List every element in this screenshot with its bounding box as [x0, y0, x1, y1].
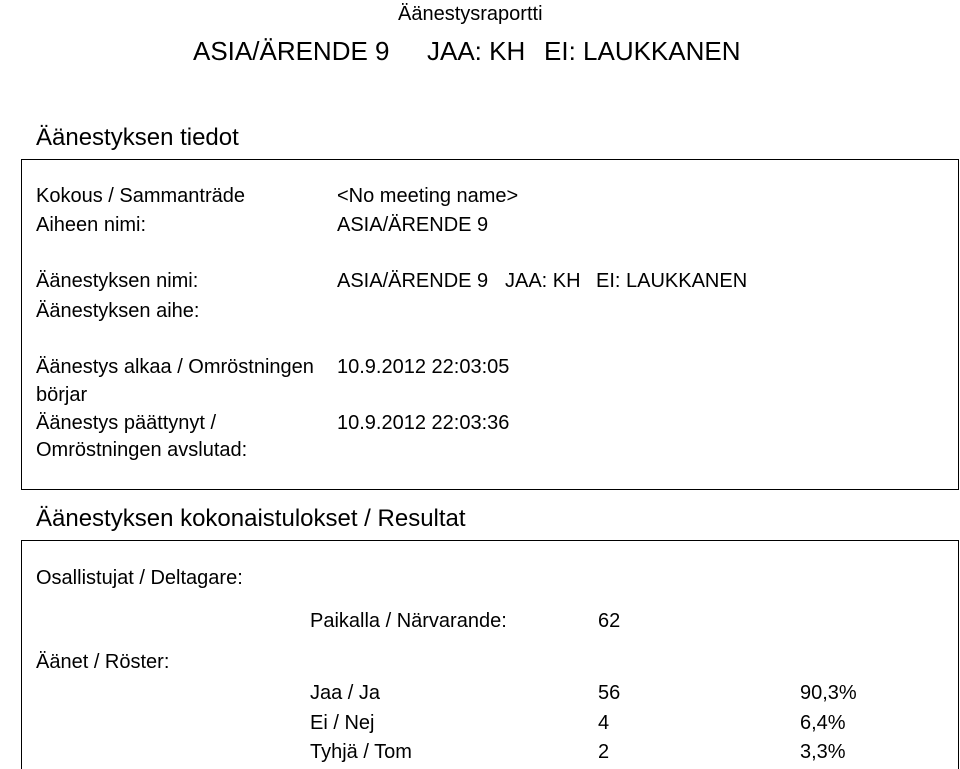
votes-label: Äänet / Röster:	[36, 651, 170, 673]
start-label-line2: börjar	[36, 384, 88, 406]
meeting-value: <No meeting name>	[337, 185, 519, 207]
details-section-title: Äänestyksen tiedot	[36, 124, 239, 151]
end-label-line1: Äänestys päättynyt /	[36, 412, 217, 434]
topic-value: ASIA/ÄRENDE 9	[337, 214, 489, 236]
vote-name-value-subject: ASIA/ÄRENDE 9	[337, 270, 489, 292]
vote-name-value-yes: JAA: KH	[505, 270, 581, 292]
end-label-line2: Omröstningen avslutad:	[36, 439, 248, 461]
vote-row-percent: 6,4%	[800, 712, 846, 734]
vote-name-value-no: EI: LAUKKANEN	[596, 270, 748, 292]
vote-subject-label: Äänestyksen aihe:	[36, 300, 200, 322]
participants-label: Osallistujat / Deltagare:	[36, 567, 243, 589]
header-subject: ASIA/ÄRENDE 9	[193, 36, 390, 66]
vote-name-label: Äänestyksen nimi:	[36, 270, 199, 292]
present-label: Paikalla / Närvarande:	[310, 610, 507, 632]
header-no: EI: LAUKKANEN	[544, 36, 741, 66]
report-title: Äänestysraportti	[398, 3, 543, 25]
meeting-label: Kokous / Sammanträde	[36, 185, 245, 207]
vote-row-label: Ei / Nej	[310, 712, 375, 734]
vote-row-count: 4	[598, 712, 610, 734]
vote-row-label: Tyhjä / Tom	[310, 741, 412, 763]
start-label-line1: Äänestys alkaa / Omröstningen	[36, 356, 314, 378]
vote-row-count: 2	[598, 741, 610, 763]
header-yes: JAA: KH	[427, 36, 526, 66]
topic-label: Aiheen nimi:	[36, 214, 147, 236]
start-value: 10.9.2012 22:03:05	[337, 356, 510, 378]
vote-row-label: Jaa / Ja	[310, 682, 381, 704]
present-value: 62	[598, 610, 621, 632]
results-section-title: Äänestyksen kokonaistulokset / Resultat	[36, 505, 466, 532]
vote-row-percent: 3,3%	[800, 741, 846, 763]
end-value: 10.9.2012 22:03:36	[337, 412, 510, 434]
vote-row-percent: 90,3%	[800, 682, 857, 704]
vote-row-count: 56	[598, 682, 621, 704]
